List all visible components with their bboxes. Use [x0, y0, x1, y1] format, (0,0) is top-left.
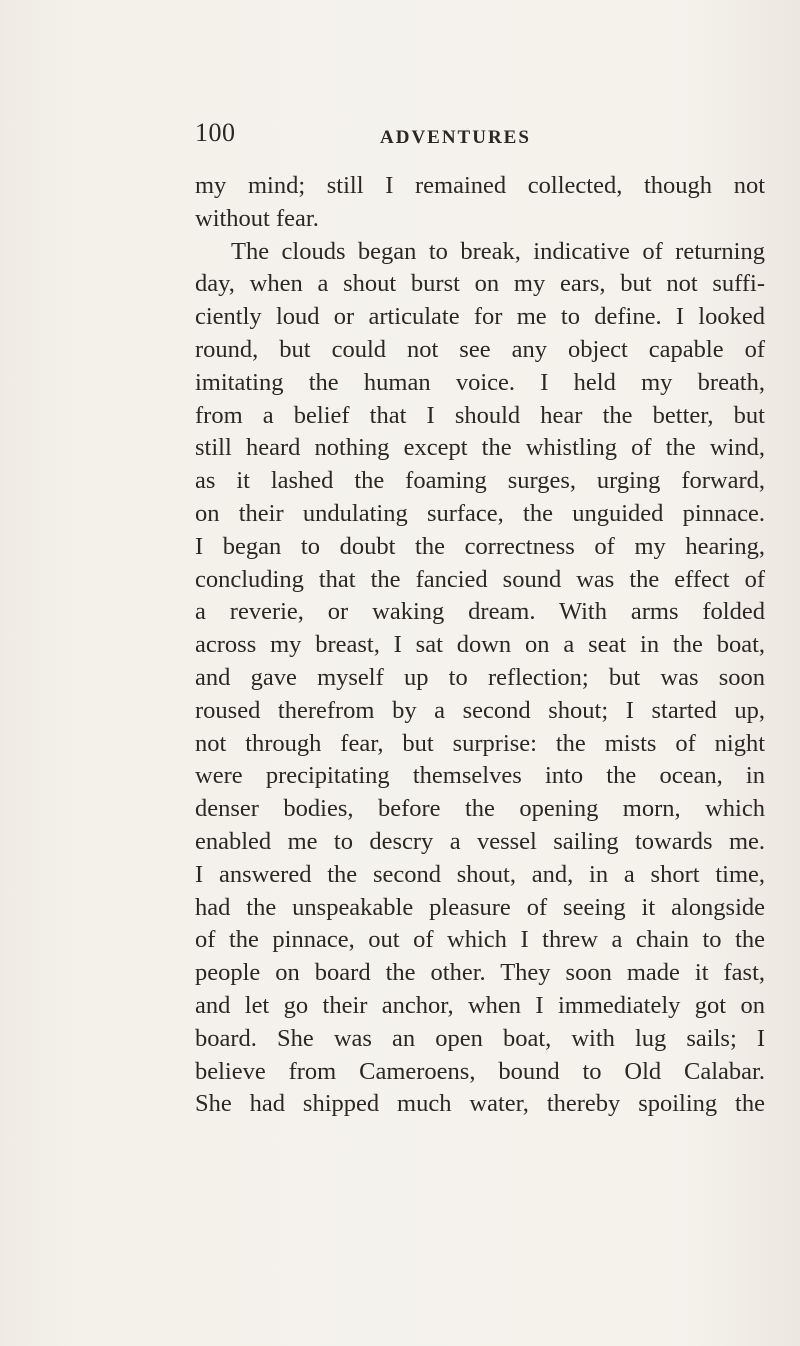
- text-line: roused therefrom by a second shout; I started up,: [195, 696, 765, 724]
- text-line: denser bodies, before the opening morn, which: [195, 795, 765, 823]
- text-line: people on board the other. They soon made it fast,: [195, 959, 765, 987]
- text-line: as it lashed the foaming surges, urging forward,: [195, 467, 765, 495]
- text-line: not through fear, but surprise: the mists of night: [195, 729, 765, 757]
- page-number: 100: [195, 118, 236, 147]
- text-line: enabled me to descry a vessel sailing towards me.: [195, 827, 765, 855]
- page-header: [195, 118, 595, 158]
- text-line: I answered the second shout, and, in a short time,: [195, 860, 765, 888]
- text-line: She had shipped much water, thereby spoiling the: [195, 1090, 765, 1118]
- text-line: The clouds began to break, indicative of returning: [231, 237, 765, 265]
- text-line: and gave myself up to reflection; but was soon: [195, 663, 765, 691]
- text-line: round, but could not see any object capable of: [195, 335, 765, 363]
- text-line: still heard nothing except the whistling of the wind,: [195, 434, 765, 462]
- text-line: day, when a shout burst on my ears, but not suffi-: [195, 270, 765, 298]
- text-line: board. She was an open boat, with lug sails; I: [195, 1024, 765, 1052]
- body-text: [195, 170, 765, 1121]
- text-line: across my breast, I sat down on a seat in the boat,: [195, 631, 765, 659]
- text-line: imitating the human voice. I held my breath,: [195, 368, 765, 396]
- text-line: believe from Cameroens, bound to Old Calabar.: [195, 1057, 765, 1085]
- text-line: my mind; still I remained collected, though not: [195, 172, 765, 199]
- text-line: and let go their anchor, when I immediately got on: [195, 991, 765, 1019]
- text-line: a reverie, or waking dream. With arms folded: [195, 598, 765, 626]
- text-line: concluding that the fancied sound was the effect of: [195, 565, 765, 593]
- text-line: had the unspeakable pleasure of seeing it alongside: [195, 893, 765, 921]
- running-head: ADVENTURES: [380, 127, 531, 148]
- text-line: from a belief that I should hear the better, but: [195, 401, 765, 429]
- text-line: ciently loud or articulate for me to define. I looked: [195, 303, 765, 331]
- text-line: were precipitating themselves into the ocean, in: [195, 762, 765, 790]
- text-line: of the pinnace, out of which I threw a chain to the: [195, 926, 765, 954]
- text-line: I began to doubt the correctness of my hearing,: [195, 532, 765, 560]
- text-line: without fear.: [195, 204, 319, 232]
- text-line: on their undulating surface, the unguided pinnace.: [195, 499, 765, 527]
